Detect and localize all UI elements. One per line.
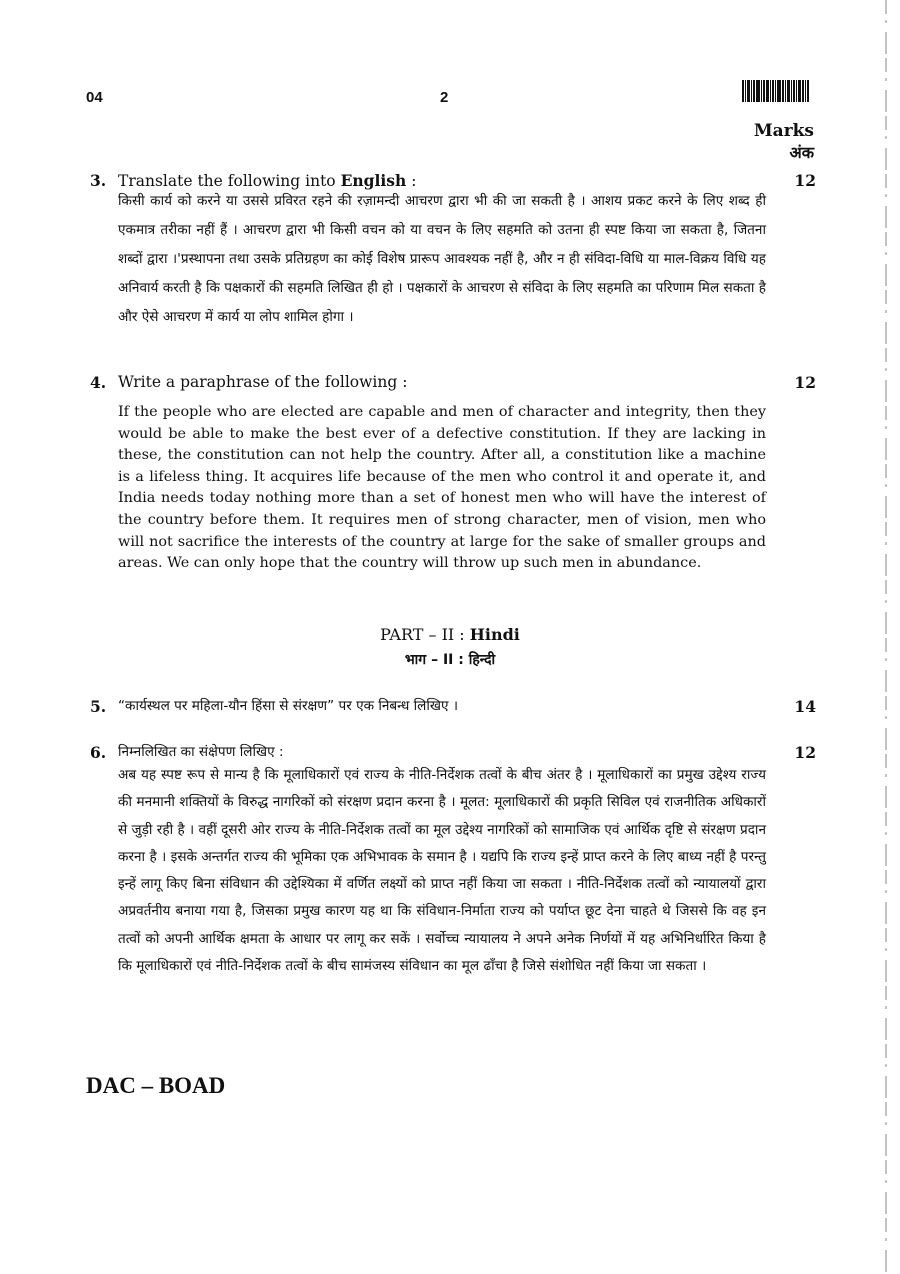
part-2-title-hi: भाग – II : हिन्दी [404,652,496,668]
question-4-marks: 12 [794,373,816,392]
question-6-prompt: निम्नलिखित का संक्षेपण लिखिए : [118,744,284,760]
question-3-prompt-text: Translate the following into [118,172,341,190]
question-6-passage: अब यह स्पष्ट रूप से मान्य है कि मूलाधिकारों एवं राज्य के नीति-निर्देशक तत्वों के बीच अंतर है । मूलाधिकारों का प्रमुख उद्देश्य राज्य की मनमानी शक्तियों के विरुद्ध नागरिकों को संरक्षण प्रदान करना है । मूलत: मूलाधिकारों की प्रकृति सिविल एवं राजनीतिक अधिकारों से जुड़ी रही है । वहीं दूसरी ओर राज्य के नीति-निर्देशक तत्वों का मूल उद्देश्य नागरिकों को सामाजिक एवं आर्थिक दृष्टि से संरक्षण प्रदान करना है । इसके अन्तर्गत राज्य की भूमिका एक अभिभावक के समान है । यद्यपि कि राज्य इन्हें प्राप्त करने के लिए बाध्य नहीं है परन्तु इन्हें लागू किए बिना संविधान की उद्देश्यिका में वर्णित लक्ष्यों को प्राप्त नहीं किया जा सकता । नीति-निर्देशक तत्वों को न्यायालयों द्वारा अप्रवर्तनीय बनाया गया है, जिसका प्रमुख कारण यह था कि संविधान-निर्माता राज्य को पर्याप्त छूट देना चाहते थे जिससे कि वह इन तत्वों को अपनी आर्थिक क्षमता के आधार पर लागू कर सकें । सर्वोच्च न्यायालय ने अपने अनेक निर्णयों में यह अभिनिर्धारित किया है कि मूलाधिकारों एवं नीति-निर्देशक तत्वों के बीच सामंजस्य संविधान का मूल ढाँचा है जिसे संशोधित नहीं किया जा सकता । [118,767,766,975]
question-4-prompt: Write a paraphrase of the following : [118,373,408,391]
question-5-marks: 14 [794,697,816,716]
question-3-marks: 12 [794,171,816,190]
marks-label-hi: अंक [789,143,814,162]
marks-header [754,120,814,164]
question-5-number: 5. [90,697,107,716]
question-3-prompt-end: : [406,172,417,190]
part-2-title-bold: Hindi [469,625,520,644]
question-4-number: 4. [90,373,107,392]
question-3-prompt-language: English [340,171,407,190]
question-4-passage: If the people who are elected are capable and men of character and integrity, then they would be able to make the best ever of a defective constitution. If they are lacking in these, the constitution can not help the country. After all, a constitution like a machine is a lifeless thing. It acquires life because of the men who control it and operate it, and India needs today nothing more than a set of honest men who will have the interest of the country before them. It requires men of strong character, men of vision, men who will not sacrifice the interests of the country at large for the sake of smaller groups and areas. We can only hope that the country will throw up such men in abundance. [118,404,766,572]
barcode [742,80,809,102]
footer-code: DAC – BOAD [86,1073,226,1098]
marks-label-en: Marks [753,121,814,141]
part-2-title-en [0,625,900,644]
question-5-prompt: “कार्यस्थल पर महिला-यौन हिंसा से संरक्षण” पर एक निबन्ध लिखिए । [118,698,459,714]
question-6-marks: 12 [794,743,816,762]
paper-code: 04 [86,89,103,106]
scan-edge [884,0,888,1274]
page-number: 2 [440,89,449,106]
part-2-title-prefix: PART – II : [380,625,470,644]
question-6-number: 6. [90,743,107,762]
question-3-number: 3. [90,171,107,190]
question-3-passage: किसी कार्य को करने या उससे प्रविरत रहने की रज़ामन्दी आचरण द्वारा भी की जा सकती है । आशय प्रकट करने के लिए शब्द ही एकमात्र तरीका नहीं हैं । आचरण द्वारा भी किसी वचन को या वचन के लिए सहमति को उतना ही स्पष्ट किया जा सकता है, जितना शब्दों द्वारा ।'प्रस्थापना तथा उसके प्रतिग्रहण का कोई विशेष प्रारूप आवश्यक नहीं है, और न ही संविदा-विधि या माल-विक्रय विधि यह अनिवार्य करती है कि पक्षकारों की सहमति लिखित ही हो । पक्षकारों के आचरण से संविदा के लिए सहमति का परिणाम मिल सकता है और ऐसे आचरण में कार्य या लोप शामिल होगा । [118,193,766,325]
